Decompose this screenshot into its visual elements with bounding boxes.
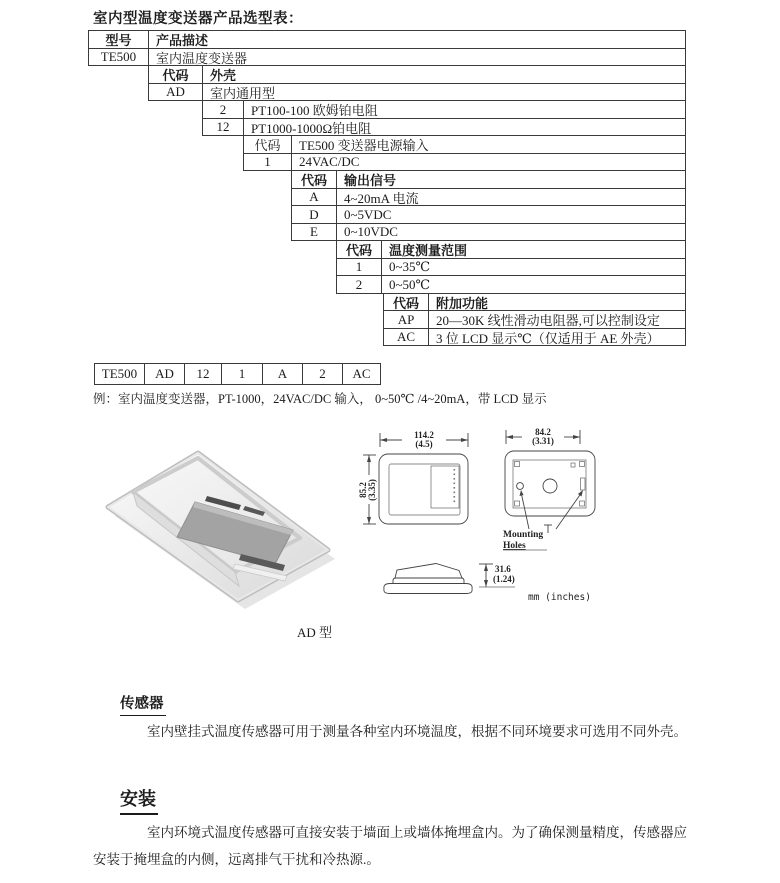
table-row: [291, 188, 686, 206]
table-row: [336, 258, 686, 276]
description-cell: 室内通用型: [210, 85, 276, 101]
description-cell: 温度测量范围: [389, 243, 468, 258]
table-row: [336, 275, 686, 294]
description-cell: PT1000-1000Ω铂电阻: [251, 120, 372, 136]
description-cell: 附加功能: [436, 295, 489, 311]
description-cell: 0~35℃: [389, 259, 431, 274]
code-cell: 2: [203, 101, 244, 118]
code-cell: 代码: [337, 241, 382, 258]
svg-text:85.2: 85.2: [358, 482, 368, 498]
code-cell: 2: [337, 276, 382, 293]
section-body-sensor: 室内壁挂式温度传感器可用于测量各种室内环境温度，根据不同环境要求可选用不同外壳。: [147, 724, 687, 739]
svg-text:31.6: 31.6: [495, 564, 511, 574]
back-view: [505, 451, 595, 516]
description-cell: 室内温度变送器: [156, 50, 248, 66]
example-code-cell: 2: [302, 363, 343, 385]
description-cell: 输出信号: [344, 173, 397, 188]
mounting-hole-left: [517, 483, 524, 490]
code-cell: 代码: [384, 294, 429, 310]
code-cell: 代码: [149, 66, 203, 83]
description-cell: 0~10VDC: [344, 224, 398, 239]
table-row: [383, 310, 686, 329]
table-row: [148, 65, 686, 84]
example-code-cell: TE500: [94, 363, 145, 385]
table-row: [291, 223, 686, 241]
description-cell: 3 位 LCD 显示℃（仅适用于 AE 外壳）: [436, 330, 660, 346]
table-row: [383, 328, 686, 346]
code-cell: 代码: [244, 136, 292, 153]
example-code-cell: AD: [144, 363, 185, 385]
page-title: 室内型温度变送器产品选型表：: [93, 11, 303, 27]
example-code-cell: 1: [221, 363, 263, 385]
table-row: [291, 205, 686, 224]
code-cell: 1: [337, 259, 382, 275]
code-cell: D: [292, 206, 337, 223]
table-row: [336, 240, 686, 259]
code-cell: AC: [384, 329, 429, 345]
side-height-dimension: [479, 564, 515, 587]
svg-text:(4.5): (4.5): [415, 439, 433, 449]
table-row: [148, 83, 686, 101]
example-code-cell: 12: [184, 363, 222, 385]
code-cell: 代码: [292, 171, 337, 188]
svg-text:(3.31): (3.31): [532, 436, 554, 446]
center-hole: [543, 479, 557, 493]
drawing-caption: AD 型: [297, 625, 333, 640]
table-row: [88, 48, 686, 66]
code-cell: AD: [149, 84, 203, 100]
table-row: [383, 293, 686, 311]
svg-text:(3.35): (3.35): [367, 479, 377, 501]
svg-text:84.2: 84.2: [535, 427, 551, 437]
table-row: [243, 153, 686, 171]
code-cell: 型号: [89, 31, 149, 48]
code-cell: E: [292, 224, 337, 240]
code-cell: A: [292, 189, 337, 205]
front-view: [379, 454, 468, 524]
section-body-install: 室内环境式温度传感器可直接安装于墙面上或墙体掩埋盒内。为了确保测量精度，传感器应安装于掩埋盒的内侧，远离排气干扰和冷热源.。: [93, 825, 687, 867]
dimension-drawing: [340, 420, 700, 615]
description-cell: 0~50℃: [389, 276, 431, 292]
code-cell: TE500: [89, 49, 149, 65]
example-code-cell: A: [262, 363, 303, 385]
code-cell: 1: [244, 154, 292, 170]
code-cell: AP: [384, 311, 429, 328]
table-row: [202, 100, 686, 119]
table-row: [88, 30, 686, 49]
description-cell: 产品描述: [156, 33, 209, 48]
example-code-table: [94, 363, 381, 385]
back-width-dimension: [506, 427, 580, 446]
svg-text:Holes: Holes: [503, 541, 526, 551]
product-selection-table: [88, 30, 686, 346]
mounting-holes-callout: [503, 490, 583, 551]
description-cell: 4~20mA 电流: [344, 190, 419, 206]
description-cell: 24VAC/DC: [299, 154, 360, 169]
mounting-holes-label: Mounting: [503, 530, 544, 540]
mounting-slot-right: [581, 478, 586, 490]
example-caption: 例：室内温度变送器，PT-1000，24VAC/DC 输入， 0~50℃ /4~20mA，带 LCD 显示: [93, 392, 547, 406]
description-cell: 外壳: [210, 68, 237, 83]
units-label: mm (inches): [528, 592, 591, 603]
front-view-label-strip: [454, 469, 456, 502]
code-cell: 12: [203, 119, 244, 135]
front-height-dimension: [358, 455, 377, 524]
example-code-cell: AC: [342, 363, 381, 385]
section-heading-sensor: 传感器: [120, 692, 166, 716]
description-cell: PT100-100 欧姆铂电阻: [251, 103, 378, 118]
table-row: [202, 118, 686, 136]
description-cell: 0~5VDC: [344, 206, 392, 222]
description-cell: 20—30K 线性滑动电阻器,可以控制设定: [436, 313, 660, 328]
sensor-enclosure-photo: [108, 453, 335, 609]
front-width-dimension: [380, 430, 468, 449]
section-heading-install: 安装: [120, 785, 158, 815]
table-row: [243, 135, 686, 154]
description-cell: TE500 变送器电源输入: [299, 138, 429, 153]
svg-text:114.2: 114.2: [414, 430, 434, 440]
side-view: [384, 564, 472, 594]
table-row: [291, 170, 686, 189]
product-photo: [95, 440, 345, 640]
svg-text:(1.24): (1.24): [493, 574, 515, 584]
